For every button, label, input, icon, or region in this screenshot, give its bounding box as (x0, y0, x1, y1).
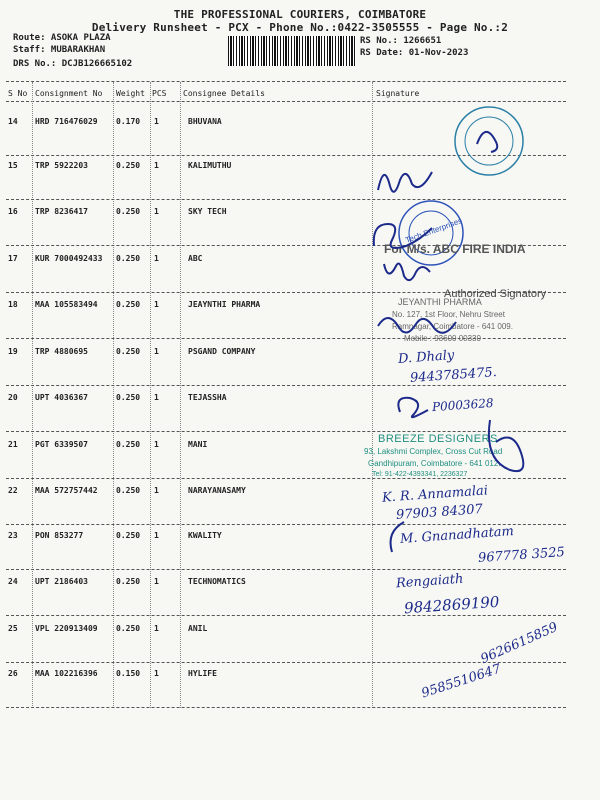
cell-consignment: TRP 5922203 (35, 161, 88, 170)
cell-pcs: 1 (154, 531, 159, 540)
cell-consignee: KALIMUTHU (188, 161, 232, 170)
table-row (0, 393, 600, 403)
column-header-weight: Weight (116, 89, 145, 98)
row-divider (6, 385, 566, 386)
table-row (0, 300, 600, 310)
table-row (0, 207, 600, 217)
column-header-consignment: Consignment No (35, 89, 103, 98)
column-header-pcs: PCS (152, 89, 167, 98)
cell-consignment: PGT 6339507 (35, 440, 88, 449)
table-row (0, 669, 600, 679)
cell-weight: 0.250 (116, 486, 141, 495)
handwritten-note: 9443785475. (409, 364, 498, 387)
cell-weight: 0.250 (116, 207, 141, 216)
cell-weight: 0.250 (116, 531, 141, 540)
jeyanthi-stamp-line: Ramnagar, Coimbatore - 641 009. (392, 322, 513, 331)
cell-pcs: 1 (154, 117, 159, 126)
cell-consignee: TECHNOMATICS (188, 577, 246, 586)
column-header-signature: Signature (376, 89, 420, 98)
cell-sno: 14 (8, 117, 18, 126)
cell-consignee: KWALITY (188, 531, 222, 540)
cell-sno: 26 (8, 669, 18, 678)
handwritten-note: 9842869190 (403, 592, 500, 618)
cell-weight: 0.250 (116, 577, 141, 586)
table-row (0, 486, 600, 496)
handwritten-note: K. R. Annamalai (381, 483, 489, 506)
signature-scribble (392, 392, 432, 422)
cell-consignee: TEJASSHA (188, 393, 227, 402)
handwritten-note: 967778 3525 (477, 544, 566, 567)
cell-sno: 17 (8, 254, 18, 263)
row-divider (6, 707, 566, 708)
cell-consignee: HYLIFE (188, 669, 217, 678)
cell-consignment: TRP 4880695 (35, 347, 88, 356)
cell-consignee: ANIL (188, 624, 208, 633)
cell-pcs: 1 (154, 624, 159, 633)
cell-pcs: 1 (154, 577, 159, 586)
cell-consignee: ABC (188, 254, 203, 263)
cell-pcs: 1 (154, 300, 159, 309)
column-header-sno: S No (8, 89, 28, 98)
cell-pcs: 1 (154, 486, 159, 495)
table-row (0, 624, 600, 634)
staff-label: Staff: MUBARAKHAN (13, 45, 106, 55)
row-divider (6, 569, 566, 570)
cell-consignment: KUR 7000492433 (35, 254, 103, 263)
row-divider (6, 615, 566, 616)
cell-sno: 21 (8, 440, 18, 449)
handwritten-note: D. Dhaly (397, 348, 455, 367)
cell-weight: 0.170 (116, 117, 141, 126)
jeyanthi-stamp-line: JEYANTHI PHARMA (398, 297, 482, 307)
cell-consignee: BHUVANA (188, 117, 222, 126)
breeze-stamp-line: BREEZE DESIGNERS (378, 433, 498, 445)
rs-number: RS No.: 1266651 (360, 36, 442, 46)
cell-consignment: VPL 220913409 (35, 624, 98, 633)
signature-scribble (368, 212, 438, 257)
table-row (0, 577, 600, 587)
cell-sno: 16 (8, 207, 18, 216)
jeyanthi-stamp-line: Mobile : 93600 00330 (404, 334, 481, 343)
cell-consignee: SKY TECH (188, 207, 227, 216)
cell-pcs: 1 (154, 393, 159, 402)
cell-sno: 23 (8, 531, 18, 540)
runsheet-subtitle: Delivery Runsheet - PCX - Phone No.:0422-3505555 - Page No.:2 (91, 21, 509, 34)
breeze-stamp-line: 93, Lakshmi Complex, Cross Cut Road (364, 447, 503, 456)
tech-stamp-text: Tech Enterprises (404, 216, 464, 245)
cell-consignee: MANI (188, 440, 208, 449)
signature-scribble (372, 160, 452, 200)
header-divider (6, 81, 566, 82)
handwritten-note: 97903 84307 (395, 501, 484, 524)
cell-consignment: MAA 102216396 (35, 669, 98, 678)
company-title: THE PROFESSIONAL COURIERS, COIMBATORE (173, 8, 427, 21)
handwritten-note: 9626615859 (478, 619, 561, 668)
cell-pcs: 1 (154, 207, 159, 216)
cell-sno: 20 (8, 393, 18, 402)
rs-date: RS Date: 01-Nov-2023 (360, 48, 469, 58)
barcode-image (228, 36, 356, 66)
cell-consignment: MAA 572757442 (35, 486, 98, 495)
column-header-consignee: Consignee Details (183, 89, 265, 98)
cell-weight: 0.250 (116, 393, 141, 402)
cell-pcs: 1 (154, 161, 159, 170)
drs-number: DRS No.: DCJB126665102 (13, 59, 133, 69)
cell-pcs: 1 (154, 254, 159, 263)
signature-scribble (480, 410, 540, 480)
handwritten-note: Rengaiath (395, 571, 464, 592)
cell-sno: 25 (8, 624, 18, 633)
cell-weight: 0.250 (116, 161, 141, 170)
cell-weight: 0.250 (116, 300, 141, 309)
cell-weight: 0.250 (116, 347, 141, 356)
cell-pcs: 1 (154, 347, 159, 356)
cell-consignment: MAA 105583494 (35, 300, 98, 309)
cell-sno: 15 (8, 161, 18, 170)
abc-authorized-signatory: Authorized Signatory (444, 288, 547, 300)
cell-consignment: TRP 8236417 (35, 207, 88, 216)
jeyanthi-stamp-line: No. 127, 1st Floor, Nehru Street (392, 310, 505, 319)
cell-consignment: UPT 4036367 (35, 393, 88, 402)
cell-consignment: HRD 716476029 (35, 117, 98, 126)
cell-sno: 22 (8, 486, 18, 495)
cell-weight: 0.250 (116, 440, 141, 449)
header-divider-bottom (6, 101, 566, 102)
route-label: Route: ASOKA PLAZA (13, 33, 111, 43)
cell-consignee: PSGAND COMPANY (188, 347, 256, 356)
cell-consignment: UPT 2186403 (35, 577, 88, 586)
table-row (0, 347, 600, 357)
handwritten-note: P0003628 (431, 395, 494, 415)
cell-sno: 19 (8, 347, 18, 356)
signature-scribble (372, 306, 462, 342)
cell-consignee: NARAYANASAMY (188, 486, 246, 495)
cell-weight: 0.250 (116, 624, 141, 633)
cell-consignee: JEAYNTHI PHARMA (188, 300, 261, 309)
cell-pcs: 1 (154, 440, 159, 449)
cell-weight: 0.150 (116, 669, 141, 678)
handwritten-note: 9585510647 (419, 661, 504, 702)
handwritten-note: M. Gnanadhatam (399, 524, 515, 547)
breeze-stamp-line: Gandhipuram, Coimbatore - 641 012. (368, 459, 501, 468)
row-divider (6, 338, 566, 339)
cell-consignment: PON 853277 (35, 531, 84, 540)
cell-sno: 18 (8, 300, 18, 309)
abc-fire-stamp: For M/s. ABC FIRE INDIA (384, 242, 526, 256)
signature-scribble (378, 256, 448, 288)
breeze-stamp-line: Tel: 91-422-4393341, 2236327 (372, 471, 468, 478)
row-divider (6, 199, 566, 200)
cell-pcs: 1 (154, 669, 159, 678)
round-seal-stamp (452, 104, 526, 178)
cell-sno: 24 (8, 577, 18, 586)
row-divider (6, 524, 566, 525)
cell-weight: 0.250 (116, 254, 141, 263)
